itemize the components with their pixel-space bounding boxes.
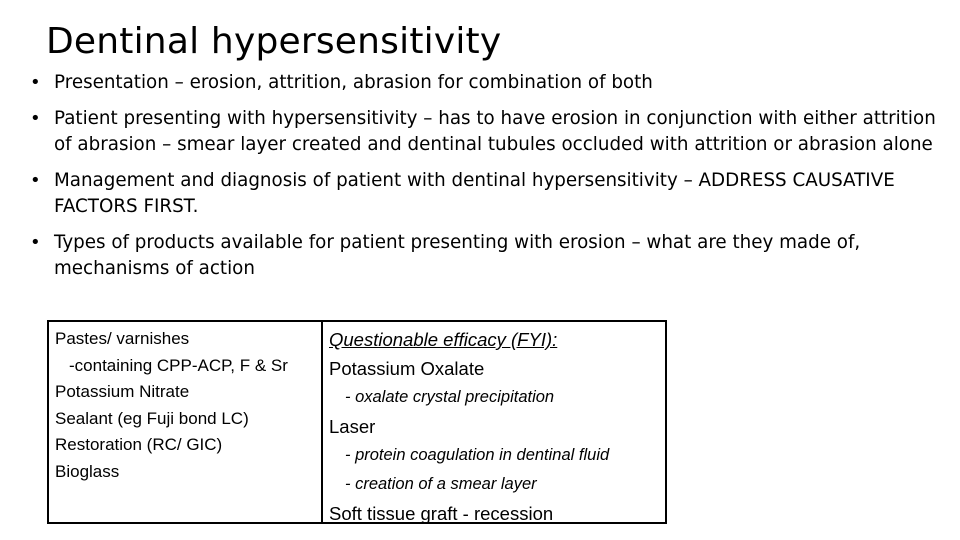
right-subitem-smear: - creation of a smear layer [345, 475, 537, 493]
right-subitem-protein: - protein coagulation in dentinal fluid [345, 446, 610, 464]
table-right-column [329, 326, 659, 528]
bullet-list [30, 70, 940, 292]
bullet-text: Patient presenting with hypersensitivity – has to have erosion in conjunction with either attrition of abrasion – smear layer created and dentinal tubules occluded with attrition or abrasion alone [54, 108, 936, 155]
table-left-column [55, 326, 317, 485]
bullet-icon: • [30, 232, 41, 253]
bullet-text: Types of products available for patient presenting with erosion – what are they made of, mechanisms of action [54, 232, 861, 279]
right-item-laser: Laser [329, 416, 376, 437]
bullet-text: Presentation – erosion, attrition, abrasion for combination of both [54, 72, 653, 93]
bullet-icon: • [30, 72, 41, 93]
left-item-bioglass: Bioglass [55, 461, 120, 481]
bullet-icon: • [30, 108, 41, 129]
right-item-soft-tissue: Soft tissue graft - recession [329, 503, 554, 524]
slide-title: Dentinal hypersensitivity [46, 21, 502, 62]
right-item-potassium-oxalate: Potassium Oxalate [329, 358, 485, 379]
bullet-item [30, 168, 940, 220]
bullet-item [30, 106, 940, 158]
left-item-cpp-acp: -containing CPP-ACP, F & Sr [69, 355, 288, 375]
column-divider [321, 322, 323, 522]
left-item-sealant: Sealant (eg Fuji bond LC) [55, 408, 249, 428]
left-item-pastes: Pastes/ varnishes [55, 329, 190, 348]
bullet-text: Management and diagnosis of patient with dentinal hypersensitivity – ADDRESS CAUSATIVE FACTORS FIRST. [54, 170, 895, 217]
left-item-potassium-nitrate: Potassium Nitrate [55, 382, 190, 401]
bullet-icon: • [30, 170, 41, 191]
right-subitem-oxalate: - oxalate crystal precipitation [345, 388, 555, 406]
left-item-restoration: Restoration (RC/ GIC) [55, 435, 223, 454]
bullet-item [30, 230, 940, 282]
right-heading: Questionable efficacy (FYI): [329, 329, 558, 350]
treatment-table [47, 320, 667, 524]
bullet-item [30, 70, 940, 96]
